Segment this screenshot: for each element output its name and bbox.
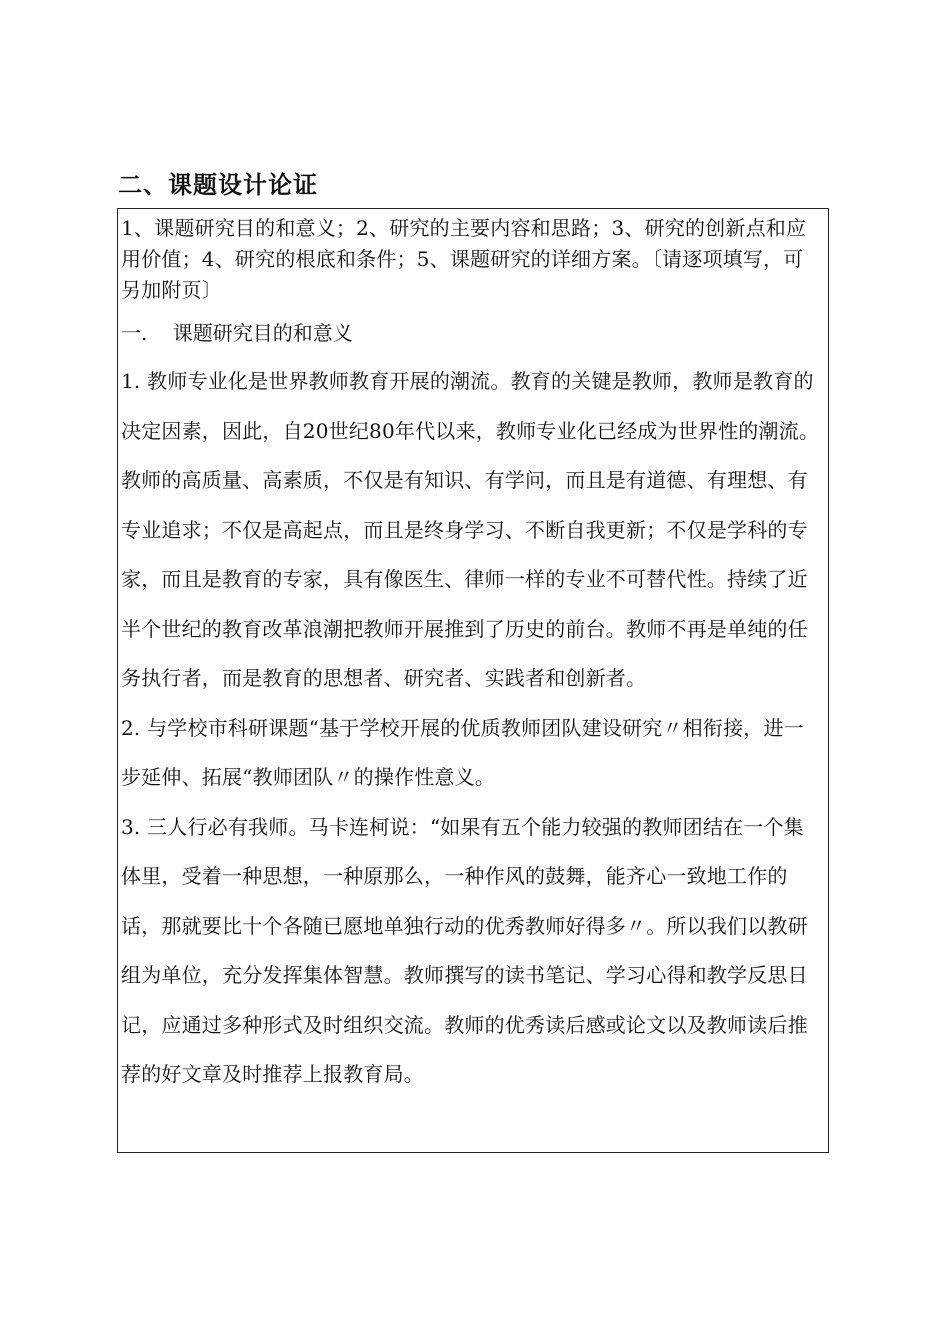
paragraph-1: 1. 教师专业化是世界教师教育开展的潮流。教育的关键是教师，教师是教育的决定因素，因此，自20世纪80年代以来，教师专业化已经成为世界性的潮流。教师的高质量、高素质，不仅是有知识、有学问，而且是有道德、有理想、有专业追求；不仅是高起点，而且是终身学习、不断自我更新；不仅是学科的专家，而且是教育的专家，具有像医生、律师一样的专业不可替代性。持续了近半个世纪的教育改革浪潮把教师开展推到了历史的前台。教师不再是单纯的任务执行者，而是教育的思想者、研究者、实践者和创新者。 xyxy=(121,369,820,690)
instructions-text: 1、课题研究目的和意义；2、研究的主要内容和思路；3、研究的创新点和应用价值；4、研究的根底和条件；5、课题研究的详细方案。〔请逐项填写，可另加附页〕 xyxy=(121,216,807,302)
paragraph-2: 2. 与学校市科研课题“基于学校开展的优质教师团队建设研究〃相衔接，进一步延伸、拓展“教师团队〃的操作性意义。 xyxy=(121,715,804,789)
section-title: 二、课题设计论证 xyxy=(118,171,318,199)
content-box xyxy=(117,208,829,1153)
paragraph-3: 3. 三人行必有我师。马卡连柯说：“如果有五个能力较强的教师团结在一个集体里，受着一种思想，一种原那么，一种作风的鼓舞，能齐心一致地工作的话，那就要比十个各随已愿地单独行动的优秀教师好得多〃。所以我们以教研组为单位，充分发挥集体智慧。教师撰写的读书笔记、学习心得和教学反思日记，应通过多种形式及时组织交流。教师的优秀读后感或论文以及教师读后推荐的好文章及时推荐上报教育局。 xyxy=(121,814,808,1086)
subheading-purpose: 一. 课题研究目的和意义 xyxy=(121,321,353,345)
